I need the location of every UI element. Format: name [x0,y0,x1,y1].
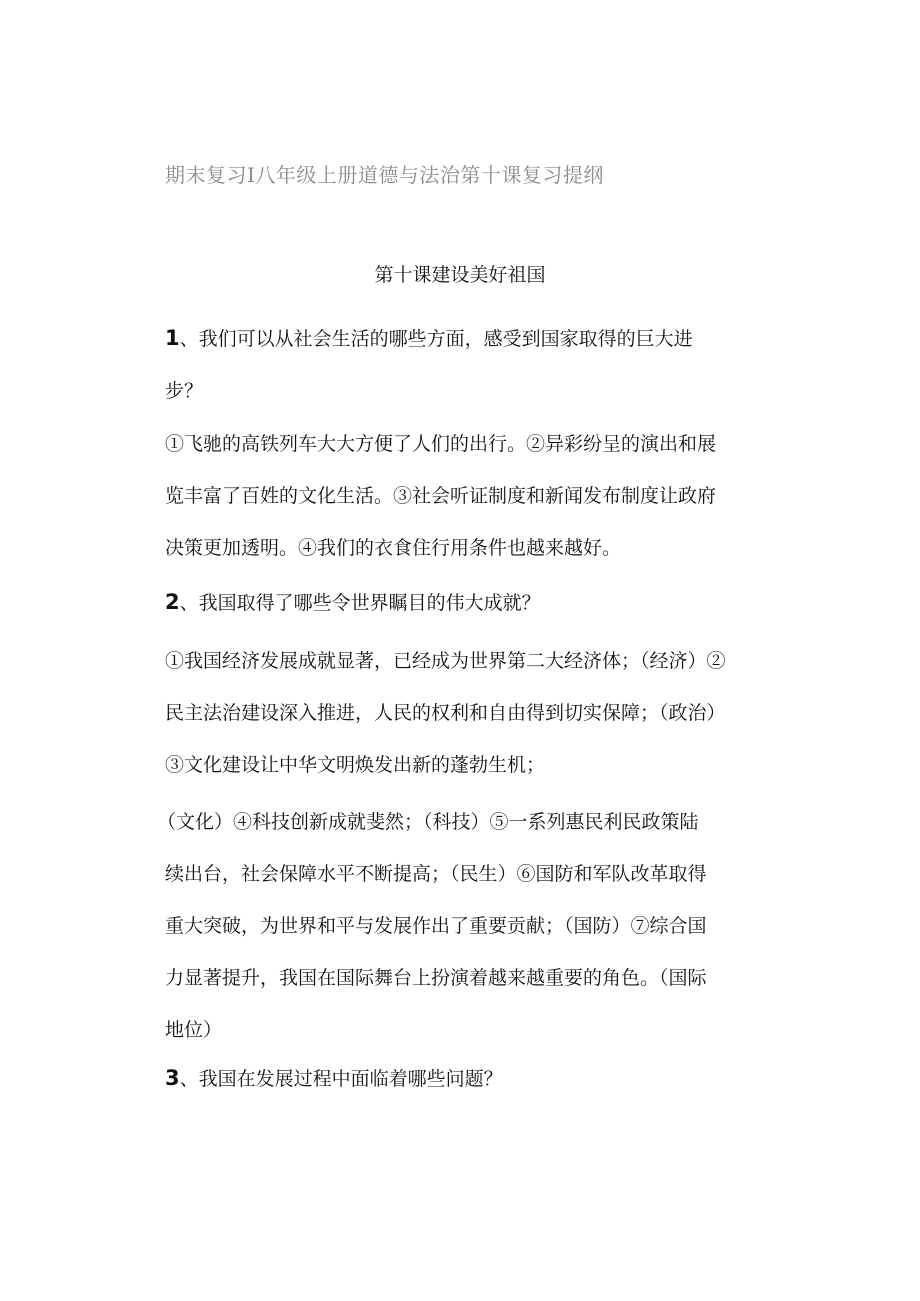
question-2 [165,576,765,629]
answer-1 [165,418,750,574]
question-3-number: 3 [165,1066,180,1090]
answer-1-line-3: 决策更加透明。④我们的衣食住行用条件也越来越好。 [165,537,622,559]
question-2-number: 2 [165,590,180,614]
answer-2-line-3: ③文化建设让中华文明焕发出新的蓬勃生机； [165,754,546,776]
answer-1-line-1: ①飞驰的高铁列车大大方便了人们的出行。②异彩纷呈的演出和展 [165,433,717,455]
answer-2-part-2 [157,796,765,1056]
question-1-text-1: 、我们可以从社会生活的哪些方面，感受到国家取得的巨大进 [179,328,693,350]
question-1-number: 1 [165,326,180,350]
answer-2-part-1 [165,635,765,791]
answer-2-line-2: 民主法治建设深入推进，人民的权利和自由得到切实保障；（政治） [165,702,726,724]
lesson-title: 第十课建设美好祖国 [374,264,546,286]
question-2-text-1: 、我国取得了哪些令世界瞩目的伟大成就？ [179,592,541,614]
question-1 [165,312,735,417]
answer-2-line-7: 力显著提升，我国在国际舞台上扮演着越来越重要的角色。（国际 [165,967,707,989]
question-3 [165,1052,765,1105]
question-1-line-2: 步？ [165,380,204,402]
question-3-text-1: 、我国在发展过程中面临着哪些问题？ [179,1068,503,1090]
question-1-line-1 [165,312,735,365]
document-title: 期末复习I八年级上册道德与法治第十课复习提纲 [165,163,604,187]
question-3-line-1 [165,1052,765,1105]
answer-2-line-5: 续出台，社会保障水平不断提高；（民生）⑥国防和军队改革取得 [165,863,707,885]
answer-2-line-6: 重大突破，为世界和平与发展作出了重要贡献；（国防）⑦综合国 [165,915,707,937]
answer-1-line-2: 览丰富了百姓的文化生活。③社会听证制度和新闻发布制度让政府 [165,485,717,507]
answer-2-line-1: ①我国经济发展成就显著，已经成为世界第二大经济体；（经济）② [165,650,726,672]
question-2-line-1 [165,576,765,629]
answer-2-line-8: 地位） [165,1019,223,1041]
answer-2-line-4: （文化）④科技创新成就斐然；（科技）⑤一系列惠民利民政策陆 [157,811,699,833]
